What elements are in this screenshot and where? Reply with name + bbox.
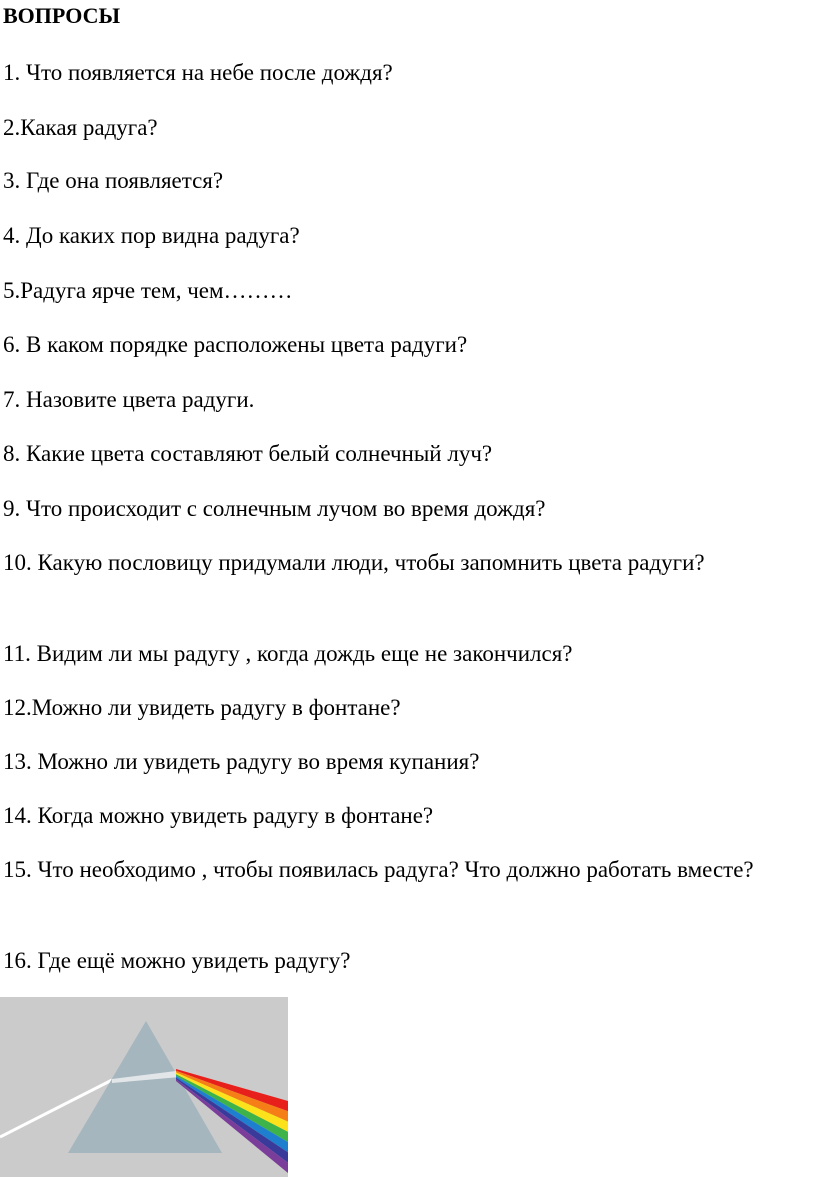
question-15: 15. Что необходимо , чтобы появилась радуга? Что должно работать вместе? — [3, 857, 754, 882]
question-4: 4. До каких пор видна радуга? — [3, 223, 300, 248]
question-7: 7. Назовите цвета радуги. — [3, 387, 255, 412]
question-6: 6. В каком порядке расположены цвета радуги? — [3, 332, 468, 357]
document-title: ВОПРОСЫ — [3, 3, 121, 28]
question-9: 9. Что происходит с солнечным лучом во время дождя? — [3, 496, 546, 521]
question-10: 10. Какую пословицу придумали люди, чтобы запомнить цвета радуги? — [3, 550, 705, 575]
question-8: 8. Какие цвета составляют белый солнечный луч? — [3, 441, 493, 466]
question-5: 5.Радуга ярче тем, чем……… — [3, 278, 293, 303]
question-13: 13. Можно ли увидеть радугу во время купания? — [3, 749, 480, 774]
question-14: 14. Когда можно увидеть радугу в фонтане? — [3, 803, 434, 828]
prism-illustration — [0, 997, 288, 1177]
question-16: 16. Где ещё можно увидеть радугу? — [3, 948, 351, 973]
question-1: 1. Что появляется на небе после дождя? — [3, 60, 393, 85]
question-11: 11. Видим ли мы радугу , когда дождь еще не закончился? — [3, 641, 573, 666]
prism-rainbow-image — [0, 997, 288, 1177]
question-2: 2.Какая радуга? — [3, 115, 158, 140]
question-3: 3. Где она появляется? — [3, 168, 224, 193]
question-12: 12.Можно ли увидеть радугу в фонтане? — [3, 695, 401, 720]
